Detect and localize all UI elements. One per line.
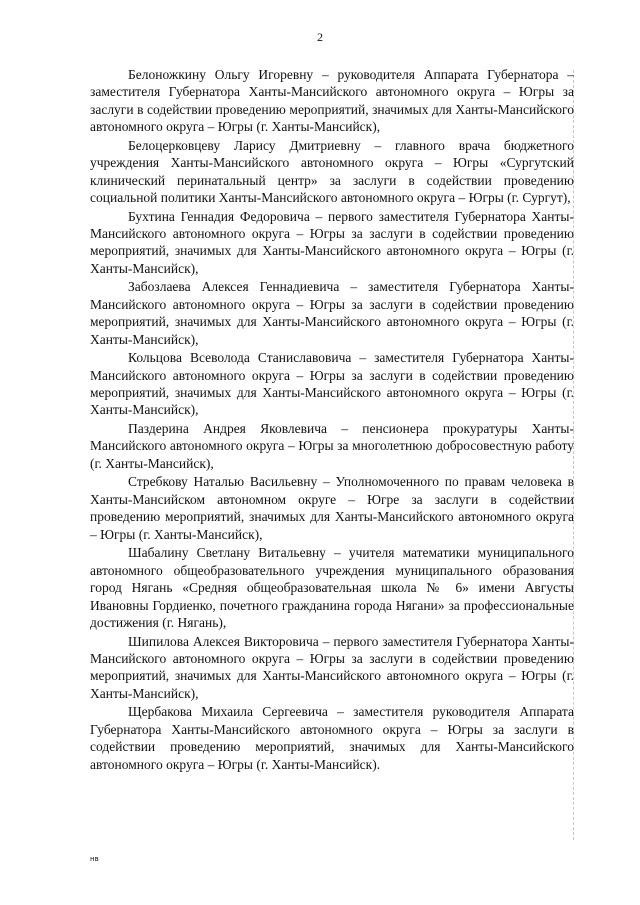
award-list bbox=[90, 66, 574, 774]
list-item: Шабалину Светлану Витальевну – учителя математики муниципального автономного общеобразовательного учреждения муниципального образования город Нягань «Средняя общеобразовательная школа № 6» имени Августы Ивановны Гордиенко, почетного гражданина города Нягани» за профессиональные достижения (г. Нягань), bbox=[90, 545, 574, 630]
list-item: Бухтина Геннадия Федоровича – первого заместителя Губернатора Ханты-Мансийского автономного округа – Югры за заслуги в содействии проведению мероприятий, значимых для Ханты-Мансийского автономного округа – Югры (г. Ханты-Мансийск), bbox=[90, 208, 574, 276]
list-item: Паздерина Андрея Яковлевича – пенсионера прокуратуры Ханты-Мансийского автономного округа – Югры за многолетнюю добросовестную работу (г. Ханты-Мансийск), bbox=[90, 421, 574, 471]
list-item: Забозлаева Алексея Геннадиевича – заместителя Губернатора Ханты-Мансийского автономного округа – Югры за заслуги в содействии проведению мероприятий, значимых для Ханты-Мансийского автономного округа – Югры (г. Ханты-Мансийск), bbox=[90, 279, 574, 347]
list-item: Щербакова Михаила Сергеевича – заместителя руководителя Аппарата Губернатора Ханты-Мансийского автономного округа – Югры за заслуги в содействии проведению мероприятий, значимых для Ханты-Мансийского автономного округа – Югры (г. Ханты-Мансийск). bbox=[90, 704, 574, 772]
list-item: Шипилова Алексея Викторовича – первого заместителя Губернатора Ханты-Мансийского автономного округа – Югры за заслуги в содействии проведению мероприятий, значимых для Ханты-Мансийского автономного округа – Югры (г. Ханты-Мансийск), bbox=[90, 633, 574, 701]
page-number: 2 bbox=[317, 30, 323, 44]
list-item: Стребкову Наталью Васильевну – Уполномоченного по правам человека в Ханты-Мансийском автономном округе – Югре за заслуги в содействии проведению мероприятий, значимых для Ханты-Мансийского автономного округа – Югры (г. Ханты-Мансийск), bbox=[90, 474, 574, 542]
list-item: Кольцова Всеволода Станиславовича – заместителя Губернатора Ханты-Мансийского автономного округа – Югры за заслуги в содействии проведению мероприятий, значимых для Ханты-Мансийского автономного округа – Югры (г. Ханты-Мансийск), bbox=[90, 350, 574, 418]
list-item: Белоцерковцеву Ларису Дмитриевну – главного врача бюджетного учреждения Ханты-Мансийского автономного округа – Югры «Сургутский клинический перинатальный центр» за заслуги в содействии проведению социальной политики Ханты-Мансийского автономного округа – Югры (г. Сургут), bbox=[90, 137, 574, 206]
list-item: Белоножкину Ольгу Игоревну – руководителя Аппарата Губернатора – заместителя Губернатора Ханты-Мансийского автономного округа – Югры за заслуги в содействии проведению мероприятий, значимых для Ханты-Мансийского автономного округа – Югры (г. Ханты-Мансийск), bbox=[90, 67, 574, 135]
footer-initials: нв bbox=[90, 855, 99, 863]
